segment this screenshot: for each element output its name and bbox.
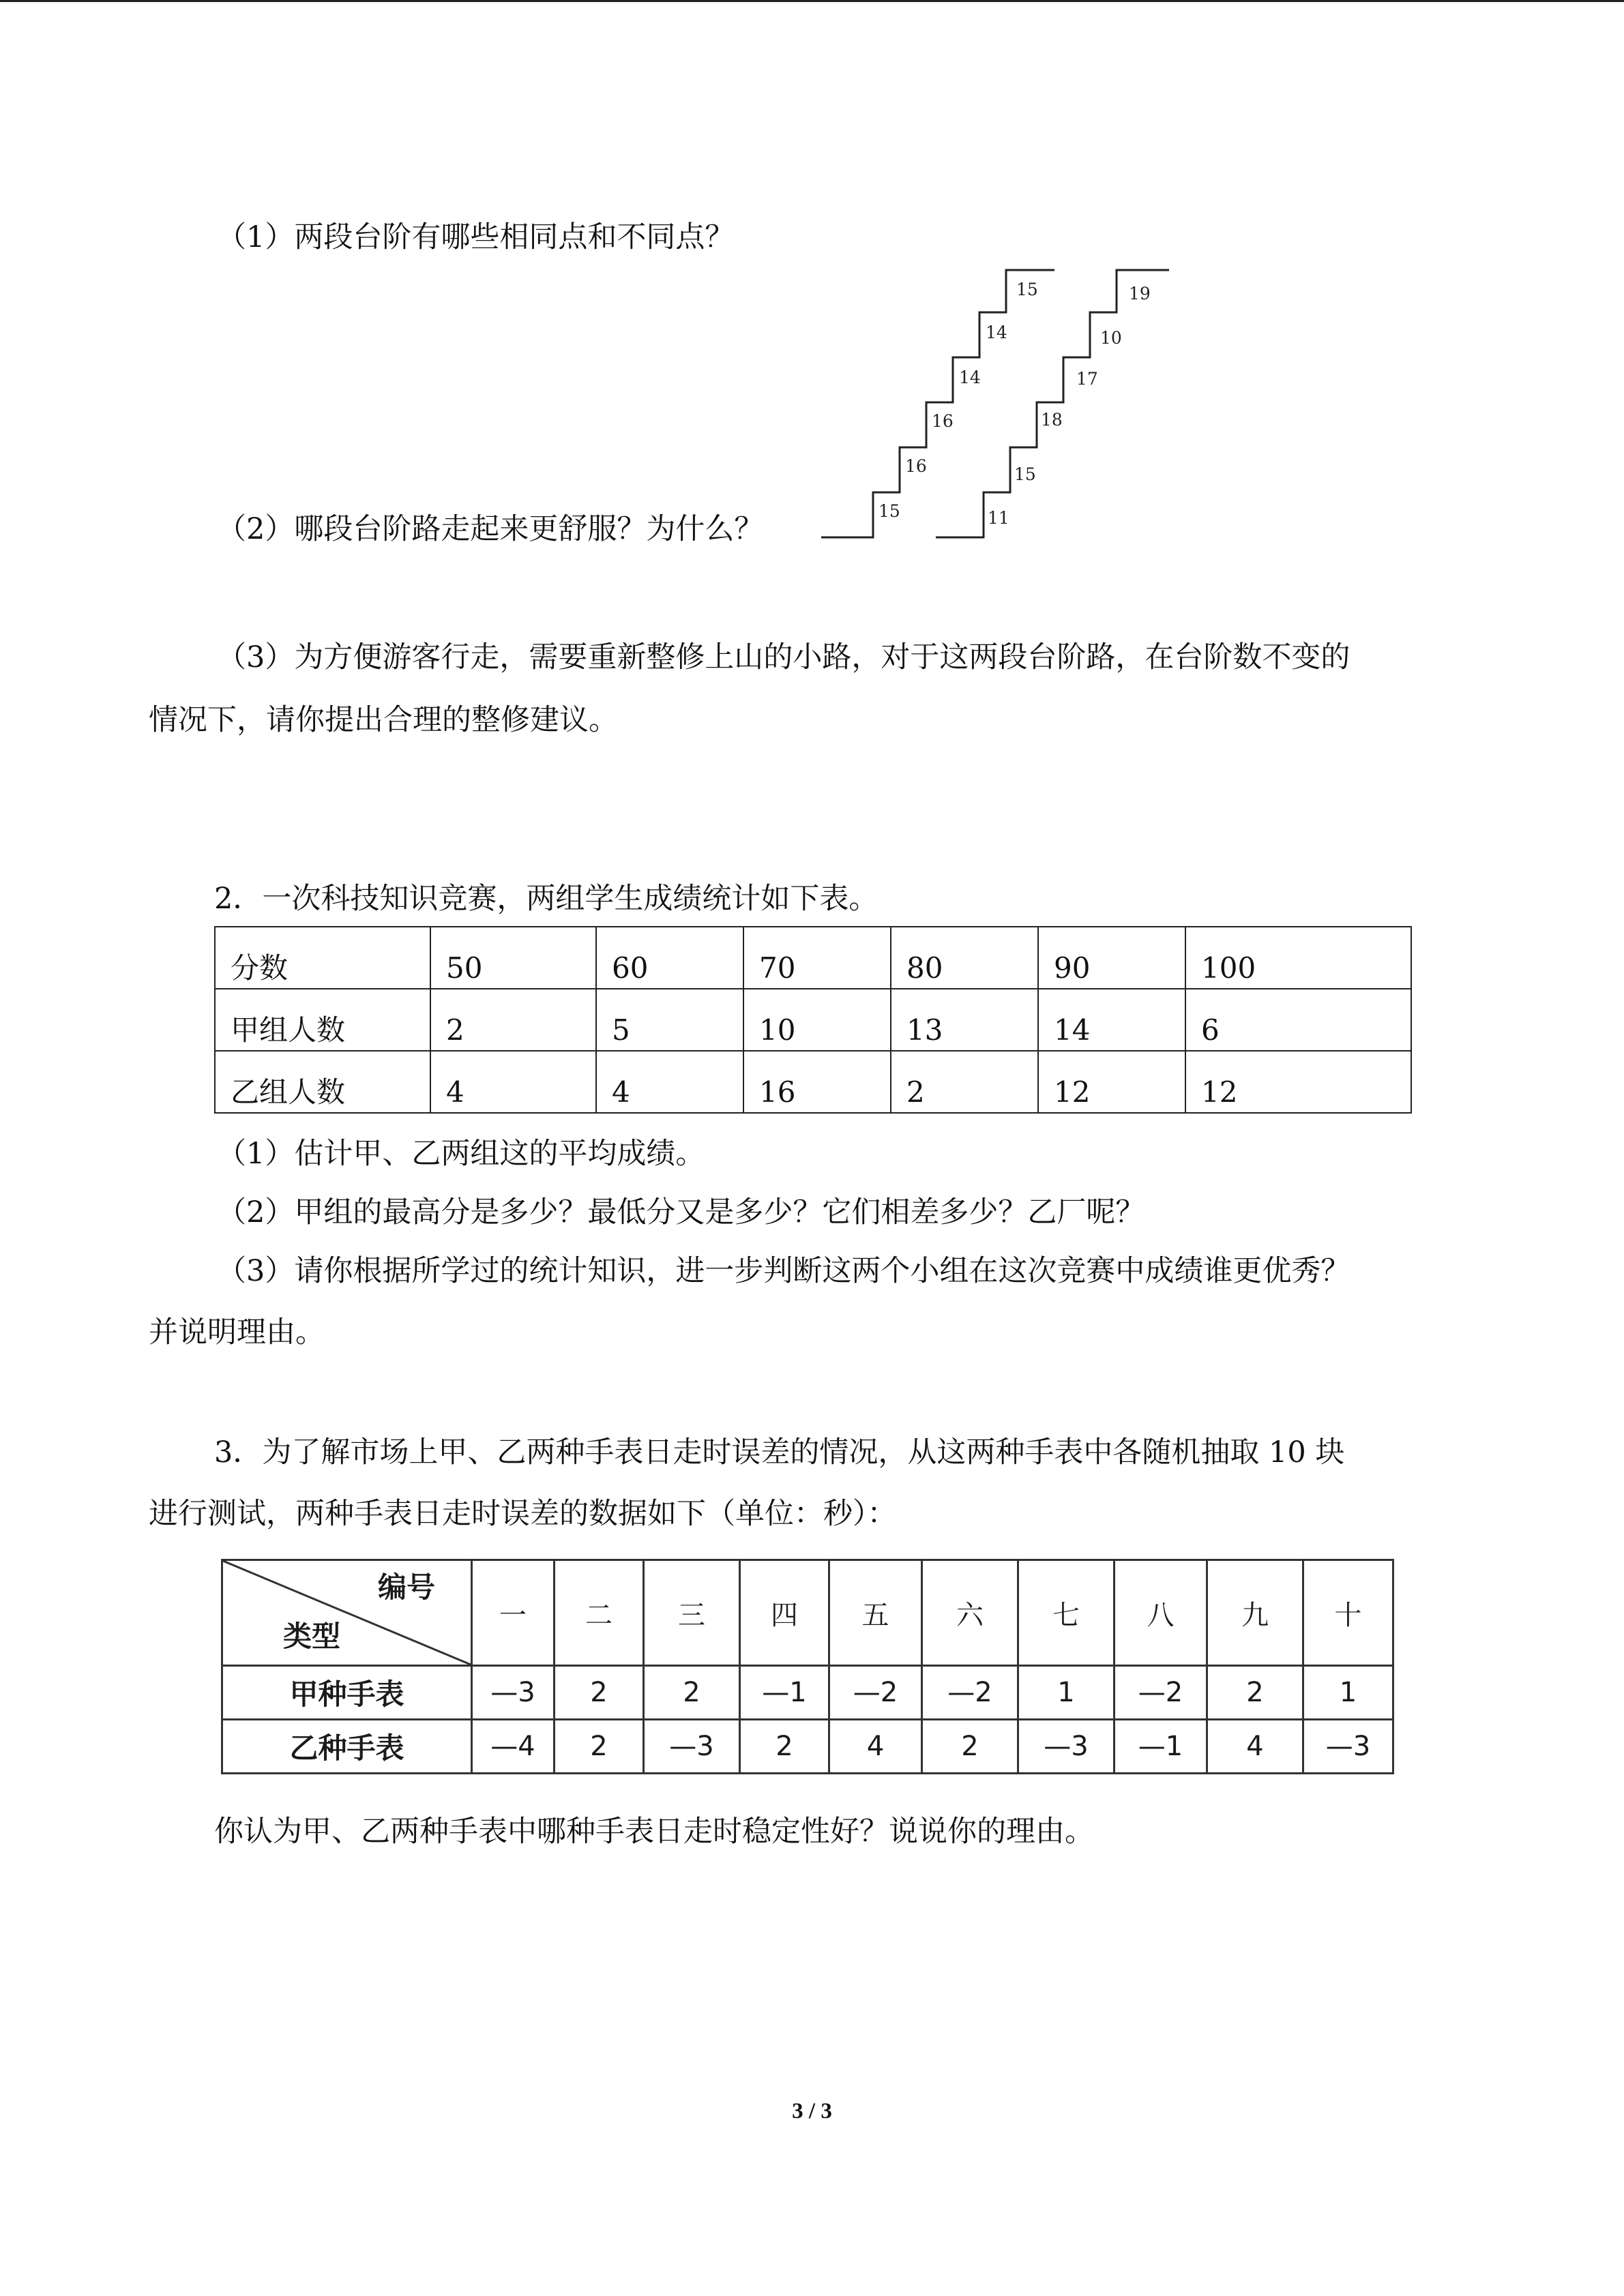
stairs-a-label-1: 15 xyxy=(879,501,900,521)
q2-title: 2．一次科技知识竞赛，两组学生成绩统计如下表。 xyxy=(214,882,879,916)
score-table-cell: 90 xyxy=(1038,927,1185,989)
stairs-a-label-4: 14 xyxy=(959,368,981,387)
score-table-header-row xyxy=(215,927,1411,989)
watch-table-cell: 4 xyxy=(1207,1720,1303,1774)
watch-table-cell: —4 xyxy=(472,1720,555,1774)
watch-table-cell: 2 xyxy=(1207,1666,1303,1720)
stairs-a-label-3: 16 xyxy=(932,411,954,431)
watch-table-header-row xyxy=(222,1560,1393,1666)
watch-table-row-label: 甲种手表 xyxy=(222,1666,472,1720)
stairs-b-outline xyxy=(936,270,1169,537)
watch-table-header-cell: 八 xyxy=(1114,1560,1207,1666)
score-table-cell: 70 xyxy=(743,927,891,989)
watch-table-cell: 1 xyxy=(1303,1666,1393,1720)
watch-table-corner-cell xyxy=(222,1560,472,1666)
watch-table-cell: 2 xyxy=(740,1720,829,1774)
score-table-cell: 6 xyxy=(1185,989,1411,1051)
stairs-b-label-5: 10 xyxy=(1100,328,1122,348)
watch-table-cell: 4 xyxy=(829,1720,922,1774)
watch-table-cell: —1 xyxy=(1114,1720,1207,1774)
watch-table-header-cell: 三 xyxy=(644,1560,740,1666)
score-table-cell: 12 xyxy=(1185,1051,1411,1113)
watch-table-header-cell: 十 xyxy=(1303,1560,1393,1666)
score-table-cell: 4 xyxy=(596,1051,743,1113)
q1-sub3-line2: 情况下，请你提出合理的整修建议。 xyxy=(149,703,618,737)
score-table-cell: 甲组人数 xyxy=(215,989,430,1051)
watch-table-cell: 2 xyxy=(644,1666,740,1720)
stairs-b-label-3: 18 xyxy=(1041,410,1063,430)
watch-table-header-cell: 五 xyxy=(829,1560,922,1666)
score-table-cell: 14 xyxy=(1038,989,1185,1051)
stairs-diagram xyxy=(816,262,1198,548)
q3-question: 你认为甲、乙两种手表中哪种手表日走时稳定性好？说说你的理由。 xyxy=(214,1815,1094,1849)
q2-sub3-line2: 并说明理由。 xyxy=(149,1315,325,1350)
watch-table-cell: 1 xyxy=(1018,1666,1114,1720)
watch-table-cell: —3 xyxy=(1018,1720,1114,1774)
q3-line2: 进行测试，两种手表日走时误差的数据如下（单位：秒）： xyxy=(149,1497,897,1531)
watch-table-header-cell: 六 xyxy=(922,1560,1018,1666)
watch-table-header-cell: 四 xyxy=(740,1560,829,1666)
watch-error-table xyxy=(221,1559,1394,1774)
score-table-cell: 12 xyxy=(1038,1051,1185,1113)
q2-sub1: （1）估计甲、乙两组这的平均成绩。 xyxy=(217,1137,705,1171)
score-table-cell: 60 xyxy=(596,927,743,989)
score-table-row-jia xyxy=(215,989,1411,1051)
score-table-cell: 100 xyxy=(1185,927,1411,989)
watch-table-header-cell: 九 xyxy=(1207,1560,1303,1666)
watch-table-cell: —1 xyxy=(740,1666,829,1720)
score-table-cell: 13 xyxy=(891,989,1038,1051)
watch-table-row-jia xyxy=(222,1666,1393,1720)
score-table-row-yi xyxy=(215,1051,1411,1113)
q1-sub2: （2）哪段台阶路走起来更舒服？为什么？ xyxy=(217,512,764,546)
stairs-b-label-4: 17 xyxy=(1076,369,1098,389)
score-table-cell: 16 xyxy=(743,1051,891,1113)
stairs-a-outline xyxy=(821,270,1054,537)
stairs-a-label-6: 15 xyxy=(1016,280,1038,299)
corner-label-type: 类型 xyxy=(283,1620,341,1653)
score-table-cell: 10 xyxy=(743,989,891,1051)
watch-table-row-yi xyxy=(222,1720,1393,1774)
score-table-cell: 2 xyxy=(891,1051,1038,1113)
watch-table-cell: —3 xyxy=(644,1720,740,1774)
watch-table-cell: 2 xyxy=(555,1666,644,1720)
watch-table-cell: —2 xyxy=(922,1666,1018,1720)
score-table-cell: 80 xyxy=(891,927,1038,989)
page-number: 3 / 3 xyxy=(792,2099,832,2123)
stairs-b-label-2: 15 xyxy=(1014,464,1036,484)
score-table xyxy=(214,926,1412,1114)
q1-sub3-line1: （3）为方便游客行走，需要重新整修上山的小路，对于这两段台阶路，在台阶数不变的 xyxy=(217,640,1350,674)
watch-table-cell: 2 xyxy=(922,1720,1018,1774)
watch-table-cell: 2 xyxy=(555,1720,644,1774)
watch-table-cell: —2 xyxy=(829,1666,922,1720)
stairs-b-label-1: 11 xyxy=(988,508,1009,528)
q1-sub1: （1）两段台阶有哪些相同点和不同点？ xyxy=(217,220,735,254)
watch-table-header-cell: 一 xyxy=(472,1560,555,1666)
stairs-a-label-2: 16 xyxy=(905,456,927,476)
q3-line1: 3．为了解市场上甲、乙两种手表日走时误差的情况，从这两种手表中各随机抽取 10 块 xyxy=(214,1435,1345,1470)
watch-table-cell: —3 xyxy=(472,1666,555,1720)
watch-table-cell: —2 xyxy=(1114,1666,1207,1720)
corner-label-number: 编号 xyxy=(377,1570,435,1604)
score-table-cell: 5 xyxy=(596,989,743,1051)
score-table-cell: 50 xyxy=(430,927,596,989)
stairs-b-label-6: 19 xyxy=(1129,284,1151,303)
watch-table-cell: —3 xyxy=(1303,1720,1393,1774)
score-table-cell: 乙组人数 xyxy=(215,1051,430,1113)
q2-sub3-line1: （3）请你根据所学过的统计知识，进一步判断这两个小组在这次竞赛中成绩谁更优秀？ xyxy=(217,1254,1350,1288)
q2-sub2: （2）甲组的最高分是多少？最低分又是多少？它们相差多少？乙厂呢？ xyxy=(217,1195,1145,1229)
stairs-a-label-5: 14 xyxy=(986,323,1007,342)
score-table-cell: 4 xyxy=(430,1051,596,1113)
score-table-cell: 分数 xyxy=(215,927,430,989)
watch-table-row-label: 乙种手表 xyxy=(222,1720,472,1774)
watch-table-header-cell: 二 xyxy=(555,1560,644,1666)
watch-table-header-cell: 七 xyxy=(1018,1560,1114,1666)
page-top-border xyxy=(0,0,1624,2)
score-table-cell: 2 xyxy=(430,989,596,1051)
